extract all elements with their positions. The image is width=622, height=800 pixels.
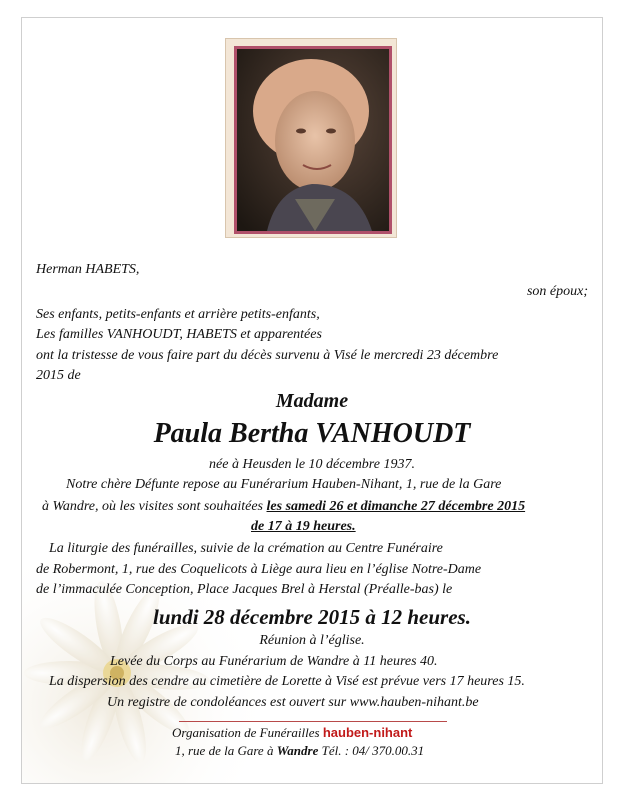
announcement-line-1: ont la tristesse de vous faire part du décès survenu à Visé le mercredi 23 décembre <box>36 348 499 363</box>
visitation-dates: les samedi 26 et dimanche 27 décembre 2015 <box>266 499 526 514</box>
visitation-hours: de 17 à 19 heures. <box>251 519 356 534</box>
deceased-name: Paula Bertha VANHOUDT <box>153 418 471 449</box>
address-town: Wandre <box>276 743 319 758</box>
liturgy-line-2: de Robermont, 1, rue des Coquelicots à Liège aura lieu en l’église Notre-Dame <box>36 562 482 577</box>
obituary-card <box>21 17 603 784</box>
liturgy-line-3: de l’immaculée Conception, Place Jacques Brel à Herstal (Préalle-bas) le <box>36 582 453 597</box>
address-prefix: 1, rue de la Gare à <box>175 743 274 758</box>
spouse-name: Herman HABETS, <box>36 262 140 277</box>
footer-divider <box>179 721 447 722</box>
footer-organisation <box>172 723 412 743</box>
lifting-line: Levée du Corps au Funérarium de Wandre à 11 heures 40. <box>110 654 438 669</box>
footer-address <box>175 741 424 761</box>
phone-number: Tél. : 04/ 370.00.31 <box>321 743 425 758</box>
ashes-line: La dispersion des cendre au cimetière de Lorette à Visé est prévue vers 17 heures 15. <box>49 674 525 689</box>
meeting-line: Réunion à l’église. <box>259 633 365 648</box>
families-line: Les familles VANHOUDT, HABETS et apparentées <box>36 327 322 342</box>
visitation-line-1: Notre chère Défunte repose au Funérarium Hauben-Nihant, 1, rue de la Gare <box>66 477 502 492</box>
deceased-title: Madame <box>275 390 349 412</box>
visitation-location: à Wandre, où les visites sont souhaitées <box>42 499 264 514</box>
liturgy-line-1: La liturgie des funérailles, suivie de la crémation au Centre Funéraire <box>49 541 443 556</box>
children-line: Ses enfants, petits-enfants et arrière petits-enfants, <box>36 307 320 322</box>
brand-logo: hauben-nihant <box>322 725 413 740</box>
visitation-line-2 <box>42 497 525 517</box>
condolence-register: Un registre de condoléances est ouvert sur www.hauben-nihant.be <box>107 695 479 710</box>
photo-frame <box>225 38 397 238</box>
spouse-role: son époux; <box>526 284 588 299</box>
birth-line: née à Heusden le 10 décembre 1937. <box>209 457 415 472</box>
funeral-date: lundi 28 décembre 2015 à 12 heures. <box>153 605 471 629</box>
announcement-line-2: 2015 de <box>36 368 81 383</box>
portrait-photo <box>234 46 392 234</box>
organisation-label: Organisation de Funérailles <box>172 725 320 740</box>
